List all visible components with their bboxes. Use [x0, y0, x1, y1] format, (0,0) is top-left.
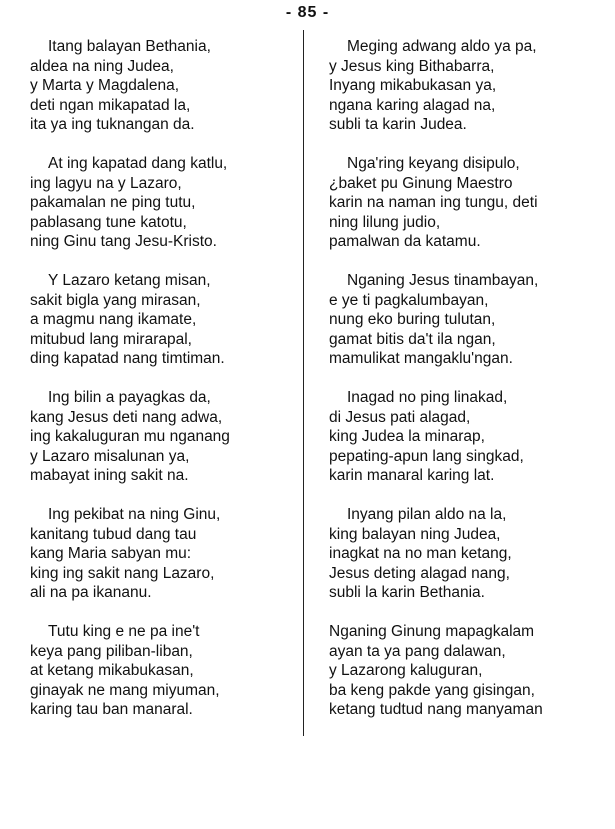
- verse-line: subli la karin Bethania.: [329, 584, 485, 602]
- stanza: [329, 37, 611, 154]
- stanza: [30, 271, 298, 388]
- stanza: [30, 37, 298, 154]
- verse-line: y Lazaro misalunan ya,: [30, 447, 190, 465]
- right-column: [329, 37, 611, 739]
- column-divider: [303, 30, 304, 736]
- stanza: [30, 505, 298, 622]
- verse-line: ketang tudtud nang manyaman: [329, 701, 543, 719]
- verse-line: y Lazarong kaluguran,: [329, 662, 483, 680]
- verse-line: gamat bitis da't ila ngan,: [329, 330, 496, 348]
- verse-line: deti ngan mikapatad la,: [30, 96, 191, 114]
- verse-line: aldea na ning Judea,: [30, 57, 174, 75]
- stanza: [329, 622, 611, 739]
- verse-line: a magmu nang ikamate,: [30, 311, 197, 329]
- verse-line: subli ta karin Judea.: [329, 116, 467, 134]
- verse-line: Meging adwang aldo ya pa,: [347, 38, 537, 55]
- left-column: [30, 37, 298, 739]
- verse-line: pepating-apun lang singkad,: [329, 447, 524, 465]
- stanza: [329, 271, 611, 388]
- verse-line: e ye ti pagkalumbayan,: [329, 291, 489, 309]
- verse-line: kanitang tubud dang tau: [30, 525, 197, 543]
- verse-line: karin manaral karing lat.: [329, 467, 495, 485]
- verse-line: ngana karing alagad na,: [329, 96, 496, 114]
- verse-line: di Jesus pati alagad,: [329, 408, 471, 426]
- verse-line: mitubud lang mirarapal,: [30, 330, 192, 348]
- verse-line: Ing pekibat na ning Ginu,: [48, 506, 221, 523]
- verse-line: king balayan ning Judea,: [329, 525, 501, 543]
- verse-line: Y Lazaro ketang misan,: [48, 272, 211, 289]
- page-number: - 85 -: [285, 4, 330, 21]
- stanza: [329, 388, 611, 505]
- verse-line: Ing bilin a payagkas da,: [48, 389, 211, 406]
- verse-line: Tutu king e ne pa ine't: [48, 623, 200, 640]
- verse-line: pakamalan ne ping tutu,: [30, 194, 196, 212]
- verse-line: Itang balayan Bethania,: [48, 38, 211, 55]
- verse-line: Nganing Ginung mapagkalam: [329, 623, 535, 640]
- verse-line: ding kapatad nang timtiman.: [30, 350, 225, 368]
- stanza: [329, 505, 611, 622]
- verse-line: ayan ta ya pang dalawan,: [329, 642, 506, 660]
- verse-line: Nganing Jesus tinambayan,: [347, 272, 539, 289]
- verse-line: ba keng pakde yang gisingan,: [329, 681, 535, 699]
- stanza: [329, 154, 611, 271]
- verse-line: inagkat na no man ketang,: [329, 545, 512, 563]
- verse-line: pablasang tune katotu,: [30, 213, 187, 231]
- verse-line: at ketang mikabukasan,: [30, 662, 194, 680]
- verse-line: keya pang piliban-liban,: [30, 642, 193, 660]
- verse-line: y Marta y Magdalena,: [30, 77, 180, 95]
- verse-line: ginayak ne mang miyuman,: [30, 681, 220, 699]
- stanza: [30, 388, 298, 505]
- stanza: [30, 154, 298, 271]
- verse-line: At ing kapatad dang katlu,: [48, 155, 228, 172]
- verse-line: kang Maria sabyan mu:: [30, 545, 192, 563]
- verse-line: mabayat ining sakit na.: [30, 467, 189, 485]
- verse-line: Inyang mikabukasan ya,: [329, 77, 497, 95]
- verse-line: ing kakaluguran mu nganang: [30, 428, 230, 446]
- verse-line: kang Jesus deti nang adwa,: [30, 408, 223, 426]
- verse-line: karing tau ban manaral.: [30, 701, 193, 719]
- verse-line: king ing sakit nang Lazaro,: [30, 564, 215, 582]
- verse-line: nung eko buring tulutan,: [329, 311, 496, 329]
- stanza: [30, 622, 298, 739]
- verse-line: y Jesus king Bithabarra,: [329, 57, 495, 75]
- verse-line: ing lagyu na y Lazaro,: [30, 174, 182, 192]
- verse-line: pamalwan da katamu.: [329, 233, 481, 251]
- verse-line: Inagad no ping linakad,: [347, 389, 508, 406]
- verse-line: Nga'ring keyang disipulo,: [347, 155, 520, 172]
- verse-line: ning lilung judio,: [329, 213, 441, 231]
- verse-line: ning Ginu tang Jesu-Kristo.: [30, 233, 217, 251]
- verse-line: mamulikat mangaklu'ngan.: [329, 350, 513, 368]
- verse-line: king Judea la minarap,: [329, 428, 485, 446]
- verse-line: ali na pa ikananu.: [30, 584, 152, 602]
- verse-line: ita ya ing tuknangan da.: [30, 116, 195, 134]
- verse-line: Jesus deting alagad nang,: [329, 564, 510, 582]
- verse-line: ¿baket pu Ginung Maestro: [329, 174, 513, 192]
- verse-line: karin na naman ing tungu, deti: [329, 194, 538, 212]
- verse-line: sakit bigla yang mirasan,: [30, 291, 201, 309]
- verse-line: Inyang pilan aldo na la,: [347, 506, 507, 523]
